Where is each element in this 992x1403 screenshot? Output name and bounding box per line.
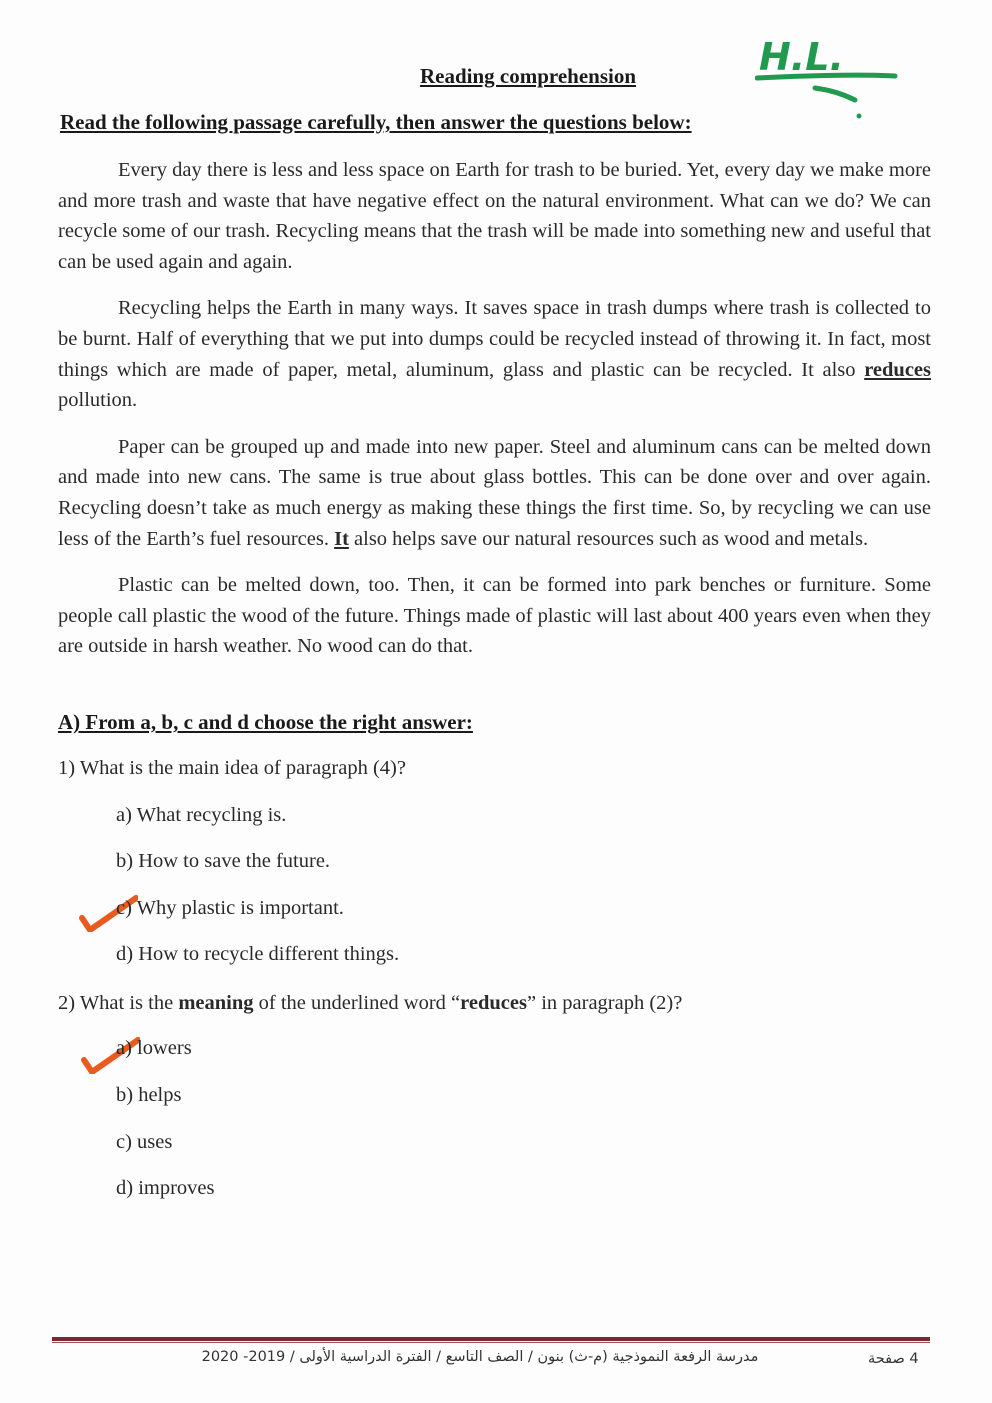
handwritten-hl-mark	[755, 32, 905, 122]
passage-instruction: Read the following passage carefully, then answer the questions below:	[60, 110, 692, 134]
page-title: Reading comprehension	[419, 64, 637, 88]
footer-school-line: مدرسة الرفعة النموذجية (م-ث) بنون / الصف التاسع / الفترة الدراسية الأولى / 2019- 2020	[201, 1349, 759, 1365]
section-a-heading: A) From a, b, c and d choose the right answer:	[58, 710, 473, 734]
reading-passage	[58, 155, 931, 678]
q1-option-b: b) How to save the future.	[116, 850, 331, 872]
question-2: 2) What is the meaning of the underlined word “reduces” in paragraph (2)?	[58, 992, 683, 1014]
svg-text:H.L.: H.L.	[759, 35, 844, 79]
paragraph-4: Plastic can be melted down, too. Then, it can be formed into park benches or furniture. Some people call plastic the wood of the future. Things made of plastic will last about 400 years even when they are outside in harsh weather. No wood can do that.	[58, 574, 931, 658]
q2-option-b: b) helps	[116, 1084, 182, 1106]
question-1: 1) What is the main idea of paragraph (4)?	[58, 757, 406, 779]
q1-option-d: d) How to recycle different things.	[116, 943, 400, 965]
underlined-word-reduces: reduces	[864, 358, 931, 381]
q1-option-a: a) What recycling is.	[116, 804, 287, 826]
paragraph-1: Every day there is less and less space on Earth for trash to be buried. Yet, every day we make more and more trash and waste that have negative effect on the natural environment. What can we do? We can recycle some of our trash. Recycling means that the trash will be made into something new and useful that can be used again and again.	[58, 159, 931, 273]
q2-option-d: d) improves	[116, 1177, 215, 1199]
paragraph-3: Paper can be grouped up and made into new paper. Steel and aluminum cans can be melted down and made into new cans. The same is true about glass bottles. This can be done over and over again. Recycling doesn’t take as much energy as making these things the first time. So, by recycling we can use less of the Earth’s fuel resources. It also helps save our natural resources such as wood and metals.	[58, 435, 931, 550]
footer-rule-thin	[52, 1342, 930, 1343]
q2-option-a: a) lowers	[116, 1037, 192, 1059]
q1-option-c: c) Why plastic is important.	[116, 897, 344, 919]
paragraph-2: Recycling helps the Earth in many ways. It saves space in trash dumps where trash is collected to be burnt. Half of everything that we put into dumps could be recycled instead of throwing it. In fact, most things which are made of paper, metal, aluminum, glass and plastic can be recycled. It also reduces pollution.	[58, 297, 931, 412]
underlined-word-it: It	[334, 527, 349, 550]
q2-option-c: c) uses	[116, 1131, 173, 1153]
footer-rule	[52, 1337, 930, 1341]
footer-page-number: 4 صفحة	[868, 1351, 919, 1367]
